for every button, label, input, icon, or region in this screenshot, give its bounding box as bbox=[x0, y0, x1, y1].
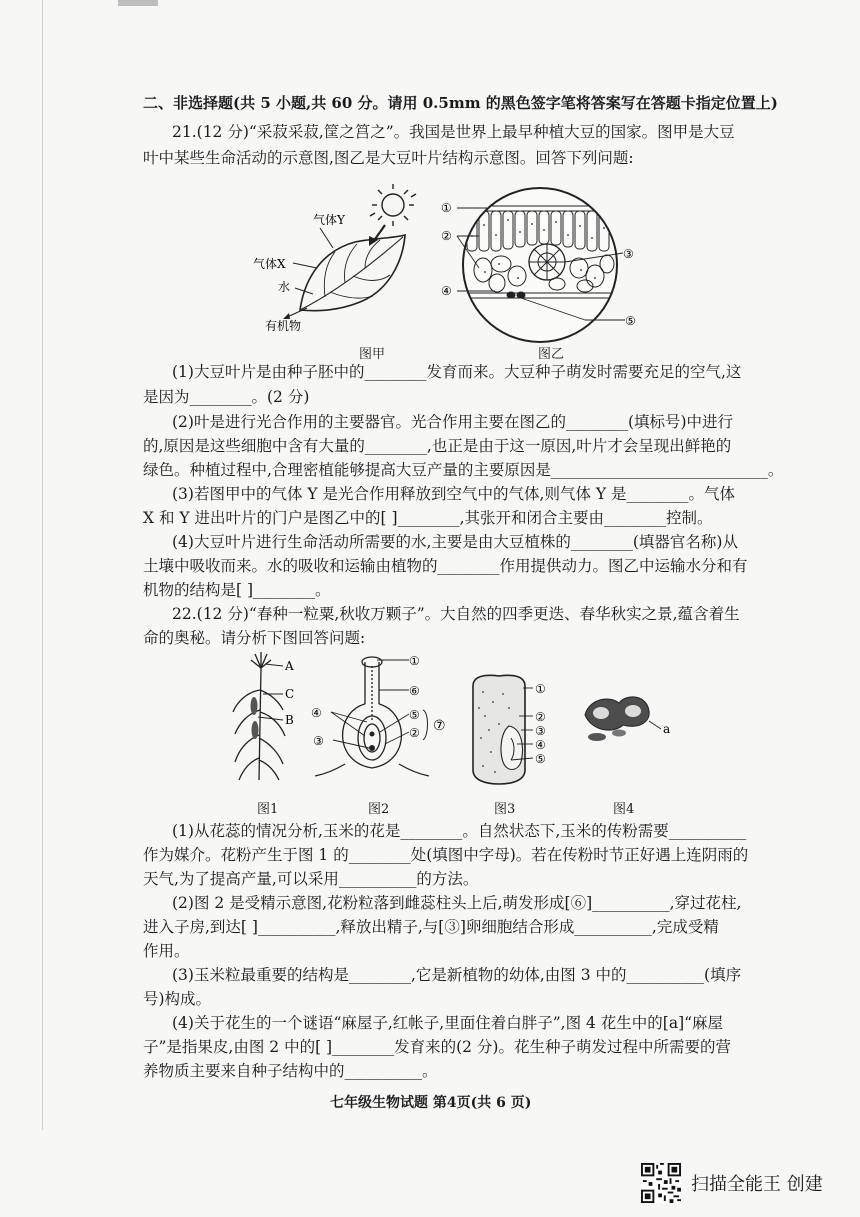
figure-yi-leaf-section bbox=[435, 180, 640, 350]
qr-code-icon bbox=[641, 1163, 681, 1203]
sun-icon bbox=[370, 184, 416, 226]
q22-intro-line2: 命的奥秘。请分析下图回答问题: bbox=[143, 629, 366, 647]
label-gas-x: 气体X bbox=[253, 257, 286, 271]
q21-p1-line2: 是因为________。(2 分) bbox=[143, 388, 310, 406]
label-fig2-7: ⑦ bbox=[433, 718, 446, 734]
q22-p4-line3: 养物质主要来自种子结构中的__________。 bbox=[143, 1062, 438, 1080]
label-organic: 有机物 bbox=[265, 319, 302, 333]
q22-p1-line1: (1)从花蕊的情况分析,玉米的花是________。自然状态下,玉米的传粉需要__________ bbox=[172, 822, 747, 840]
page-footer: 七年级生物试题 第4页(共 6 页) bbox=[330, 1095, 532, 1111]
q22-p1-line3: 天气,为了提高产量,可以采用__________的方法。 bbox=[143, 870, 479, 888]
q21-p2-line2: 的,原因是这些细胞中含有大量的________,也正是由于这一原因,叶片才会呈现出鲜艳的 bbox=[143, 437, 732, 455]
q22-p4-line2: 子”是指果皮,由图 2 中的[ ]________发育来的(2 分)。花生种子萌发过程中所需要的营 bbox=[143, 1038, 731, 1056]
q21-intro-line2: 叶中某些生命活动的示意图,图乙是大豆叶片结构示意图。回答下列问题: bbox=[143, 149, 634, 167]
q21-p3-line1: (3)若图甲中的气体 Y 是光合作用释放到空气中的气体,则气体 Y 是________。气体 bbox=[172, 485, 736, 503]
label-fig2-5: ⑤ bbox=[409, 708, 420, 722]
label-fig2-1: ① bbox=[409, 654, 420, 668]
q22-intro-line1: 22.(12 分)“春种一粒粟,秋收万颗子”。大自然的四季更迭、春华秋实之景,蕴含着生 bbox=[172, 605, 740, 623]
label-water: 水 bbox=[278, 280, 291, 294]
page-edge-line bbox=[42, 0, 43, 1130]
figure-2-fertilization bbox=[305, 652, 455, 787]
scan-mark bbox=[118, 0, 158, 6]
caption-fig4: 图4 bbox=[613, 802, 635, 817]
leaf-outline bbox=[300, 235, 405, 311]
figure-3-corn-kernel bbox=[465, 672, 570, 787]
label-fig3-4: ④ bbox=[535, 738, 546, 752]
label-fig2-6: ⑥ bbox=[409, 684, 420, 698]
figure-jia-leaf bbox=[245, 180, 445, 340]
label-fig1-B: B bbox=[285, 713, 294, 727]
q22-p3-line1: (3)玉米粒最重要的结构是________,它是新植物的幼体,由图 3 中的__________(填序 bbox=[172, 966, 742, 984]
label-yi-5: ⑤ bbox=[625, 314, 636, 328]
label-yi-2: ② bbox=[441, 229, 452, 243]
q22-p2-line2: 进入子房,到达[ ]__________,释放出精子,与[③]卵细胞结合形成__________,完成受精 bbox=[143, 918, 719, 936]
section-title: 二、非选择题(共 5 小题,共 60 分。请用 0.5mm 的黑色签字笔将答案写在答题卡指定位置上) bbox=[143, 94, 778, 112]
q21-p2-line3: 绿色。种植过程中,合理密植能够提高大豆产量的主要原因是____________________________。 bbox=[143, 461, 784, 479]
label-gas-y: 气体Y bbox=[313, 213, 345, 227]
q22-p2-line3: 作用。 bbox=[143, 942, 190, 960]
label-fig2-2: ② bbox=[409, 726, 420, 740]
label-fig3-3: ③ bbox=[535, 724, 546, 738]
figure-1-corn-plant bbox=[225, 650, 305, 790]
q21-p2-line1: (2)叶是进行光合作用的主要器官。光合作用主要在图乙的________(填标号)中进行 bbox=[172, 413, 734, 431]
label-fig3-2: ② bbox=[535, 710, 546, 724]
caption-fig3: 图3 bbox=[494, 802, 516, 817]
q22-p4-line1: (4)关于花生的一个谜语“麻屋子,红帐子,里面住着白胖子”,图 4 花生中的[a]“麻屋 bbox=[172, 1014, 724, 1032]
label-fig1-C: C bbox=[285, 687, 295, 701]
q21-p1-line1: (1)大豆叶片是由种子胚中的________发育而来。大豆种子萌发时需要充足的空气,这 bbox=[172, 363, 742, 381]
figure-4-peanut bbox=[575, 685, 675, 755]
q22-p1-line2: 作为媒介。花粉产生于图 1 的________处(填图中字母)。若在传粉时节正好遇上连阴雨的 bbox=[143, 846, 749, 864]
caption-fig-yi: 图乙 bbox=[538, 347, 565, 362]
label-yi-4: ④ bbox=[441, 284, 452, 298]
q21-intro-line1: 21.(12 分)“采菽采菽,筐之筥之”。我国是世界上最早种植大豆的国家。图甲是大豆 bbox=[172, 123, 735, 141]
label-yi-3: ③ bbox=[623, 247, 634, 261]
q21-p3-line2: X 和 Y 进出叶片的门户是图乙中的[ ]________,其张开和闭合主要由________控制。 bbox=[143, 509, 713, 527]
label-fig2-3: ③ bbox=[313, 734, 324, 748]
label-fig2-4: ④ bbox=[311, 706, 322, 720]
q21-p4-line3: 机物的结构是[ ]________。 bbox=[143, 581, 331, 599]
label-fig3-5: ⑤ bbox=[535, 752, 546, 766]
label-fig4-a: a bbox=[663, 722, 671, 736]
label-fig1-A: A bbox=[285, 659, 294, 673]
label-yi-1: ① bbox=[441, 201, 452, 215]
label-fig3-1: ① bbox=[535, 682, 546, 696]
q21-p4-line1: (4)大豆叶片进行生命活动所需要的水,主要是由大豆植株的________(填器官名称)从 bbox=[172, 533, 738, 551]
q22-p2-line1: (2)图 2 是受精示意图,花粉粒落到雌蕊柱头上后,萌发形成[⑥]__________,穿过花柱, bbox=[172, 894, 742, 912]
caption-fig2: 图2 bbox=[368, 802, 390, 817]
q21-p4-line2: 土壤中吸收而来。水的吸收和运输由植物的________作用提供动力。图乙中运输水分和有 bbox=[143, 557, 748, 575]
q22-p3-line2: 号)构成。 bbox=[143, 990, 212, 1008]
scanner-watermark: 扫描全能王 创建 bbox=[691, 1174, 823, 1195]
caption-fig1: 图1 bbox=[257, 802, 279, 817]
caption-fig-jia: 图甲 bbox=[359, 347, 386, 362]
